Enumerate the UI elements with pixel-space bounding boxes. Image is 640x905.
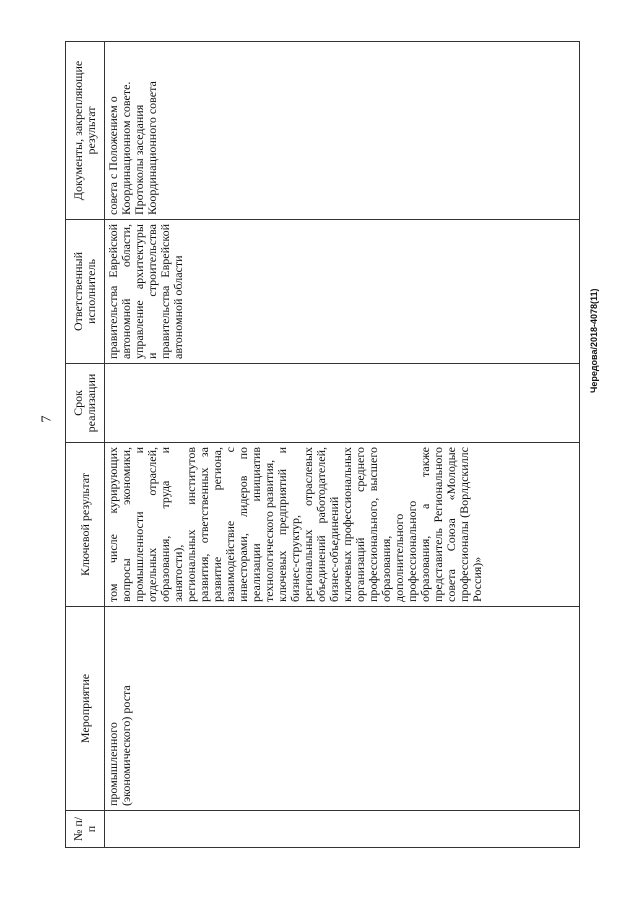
cell-term	[105, 364, 580, 443]
cell-event-text: промышленного (экономического) роста	[106, 685, 133, 806]
cell-number	[105, 811, 580, 848]
cell-executor	[105, 220, 580, 364]
cell-documents-text: совета с Положением о Координационном совете. Протоколы заседания Координационного совета	[106, 81, 159, 215]
header-number: № п/п	[66, 811, 105, 848]
rotated-content	[59, 60, 613, 848]
table-header-row	[66, 42, 105, 848]
cell-executor-text: правительства Еврейской автономной области, управление архитектуры и строительства правительства Еврейской автономной области	[106, 224, 185, 359]
header-key-result: Ключевой результат	[66, 443, 105, 607]
cell-key-result-text: том числе курирующих вопросы экономики, промышленности и отдельных отраслей, образования, труда и занятости), региональных институтов развития, ответственных за развитие региона, взаимодействие с инвесторами, лидеров по реализации инициатив технологического развития, ключевых предприятий и бизнес-структур, региональных отраслевых объединений работодателей, бизнес-объединений ключевых профессиональных организаций среднего профессионального, высшего образования, дополнительного профессионального образования, а также представитель Регионального совета Союза «Молодые профессионалы (Ворлдскиллс Россия)»	[106, 447, 484, 602]
header-term: Срок реализации	[66, 364, 105, 443]
document-code: Чередова/2018-4078(11)	[589, 288, 599, 393]
cell-event	[105, 607, 580, 811]
header-event: Мероприятие	[66, 607, 105, 811]
plan-table	[65, 41, 580, 848]
cell-documents	[105, 42, 580, 220]
page-number: 7	[39, 415, 55, 423]
table-row	[105, 42, 580, 848]
header-executor: Ответственный исполнитель	[66, 220, 105, 364]
cell-key-result	[105, 443, 580, 607]
header-documents: Документы, закрепляющие результат	[66, 42, 105, 220]
